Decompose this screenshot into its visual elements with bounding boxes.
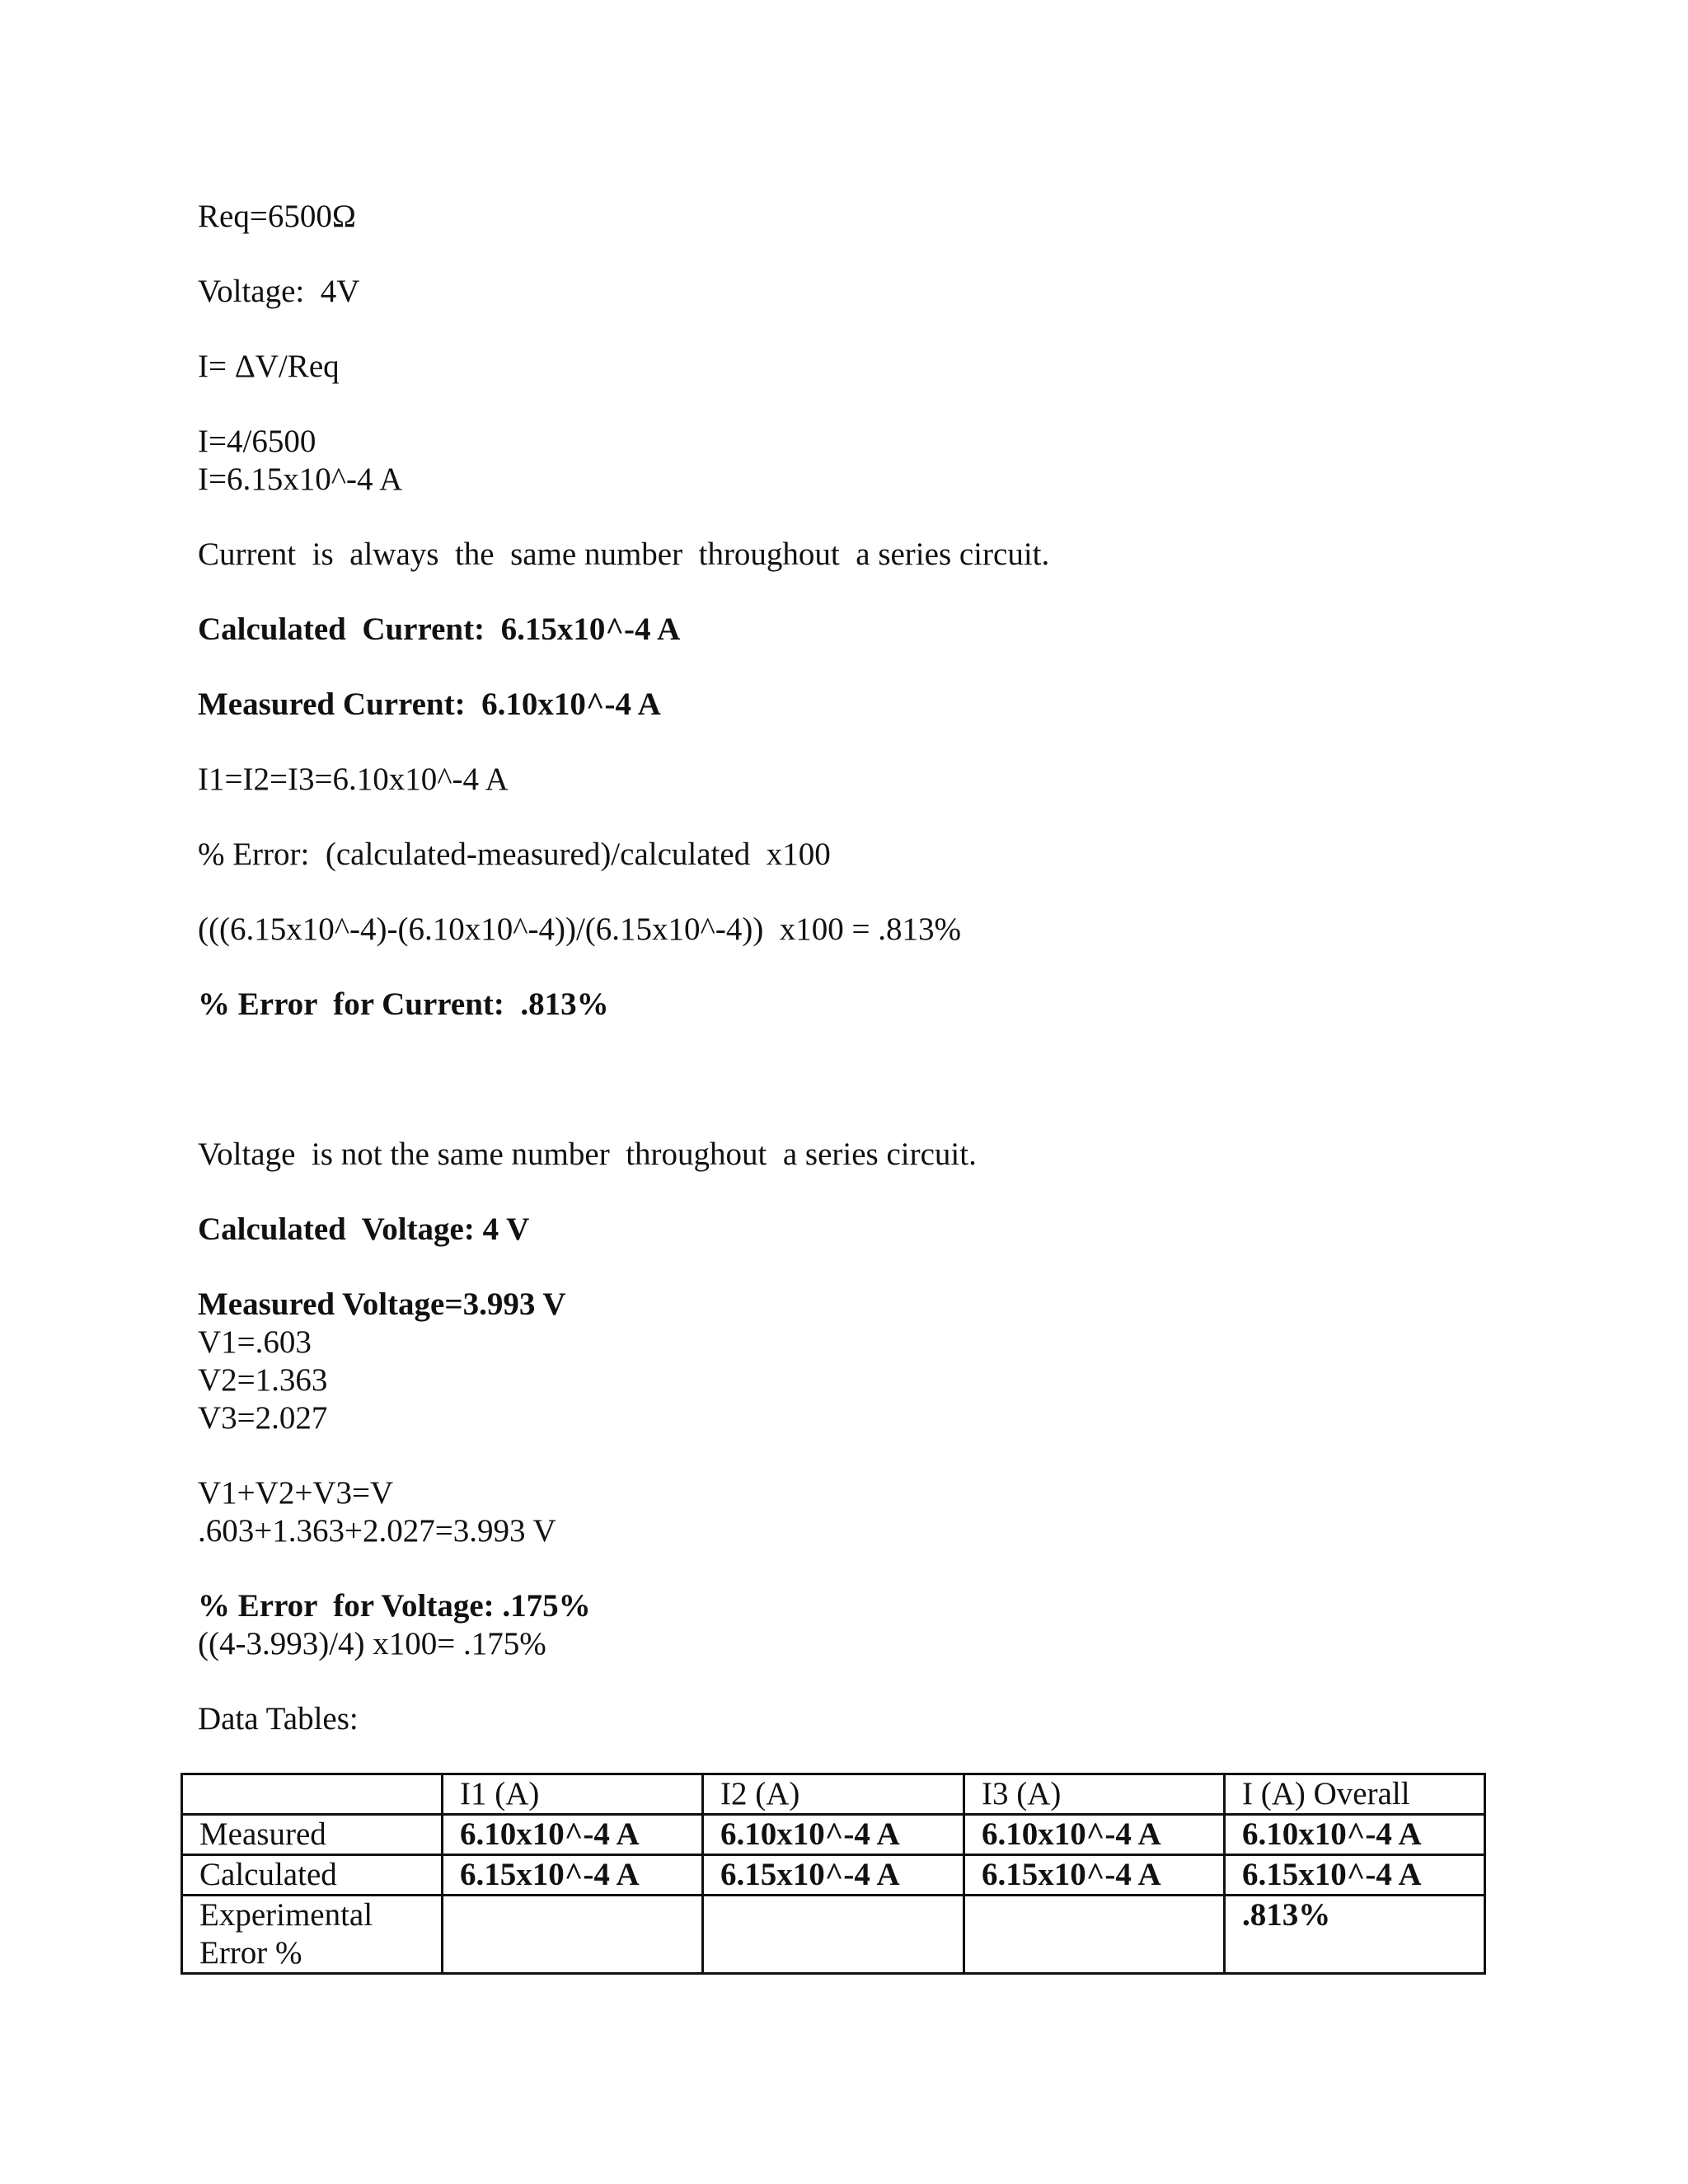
current-division-line: I=4/6500 [198, 424, 316, 459]
error-formula-line: % Error: (calculated-measured)/calculated x100 [198, 837, 831, 872]
table-row-measured [182, 1815, 1485, 1855]
row-label-error: Experimental Error % [182, 1896, 443, 1974]
header-cell-overall: I (A) Overall [1225, 1774, 1485, 1815]
calculated-overall-cell: 6.15x10^-4 A [1225, 1855, 1485, 1896]
row-label-calculated: Calculated [182, 1855, 443, 1896]
header-cell-i2: I2 (A) [703, 1774, 964, 1815]
measured-current-line: Measured Current: 6.10x10^-4 A [198, 687, 661, 722]
voltage-statement-line: Voltage is not the same number throughout a series circuit. [198, 1137, 977, 1172]
current-formula-line: I= ΔV/Req [198, 349, 340, 384]
v3-line: V3=2.027 [198, 1400, 328, 1436]
error-i1-cell [443, 1896, 703, 1974]
calculated-current-line: Calculated Current: 6.15x10^-4 A [198, 612, 681, 647]
measured-i1-cell: 6.10x10^-4 A [443, 1815, 703, 1855]
header-cell-i1: I1 (A) [443, 1774, 703, 1815]
v1-line: V1=.603 [198, 1324, 312, 1360]
req-line: Req=6500Ω [198, 199, 356, 234]
calculated-i1-cell: 6.15x10^-4 A [443, 1855, 703, 1896]
calculated-i3-cell: 6.15x10^-4 A [964, 1855, 1225, 1896]
voltage-line: Voltage: 4V [198, 274, 360, 309]
error-overall-cell: .813% [1225, 1896, 1485, 1974]
header-cell-i3: I3 (A) [964, 1774, 1225, 1815]
header-cell-empty [182, 1774, 443, 1815]
branch-currents-line: I1=I2=I3=6.10x10^-4 A [198, 762, 509, 797]
table-row-calculated [182, 1855, 1485, 1896]
error-i3-cell [964, 1896, 1225, 1974]
table-row-error [182, 1896, 1485, 1974]
measured-overall-cell: 6.10x10^-4 A [1225, 1815, 1485, 1855]
current-error-line: % Error for Current: .813% [198, 987, 609, 1022]
v2-line: V2=1.363 [198, 1362, 328, 1398]
error-calculation-line: (((6.15x10^-4)-(6.10x10^-4))/(6.15x10^-4)) x100 = .813% [198, 912, 962, 947]
row-label-measured: Measured [182, 1815, 443, 1855]
measured-i2-cell: 6.10x10^-4 A [703, 1815, 964, 1855]
table-header-row [182, 1774, 1485, 1815]
voltage-sum-result-line: .603+1.363+2.027=3.993 V [198, 1513, 556, 1549]
voltage-error-calculation-line: ((4-3.993)/4) x100= .175% [198, 1626, 546, 1661]
calculated-i2-cell: 6.15x10^-4 A [703, 1855, 964, 1896]
data-tables-heading: Data Tables: [198, 1701, 359, 1736]
voltage-error-line: % Error for Voltage: .175% [198, 1588, 591, 1624]
data-table [181, 1773, 1486, 1975]
measured-i3-cell: 6.10x10^-4 A [964, 1815, 1225, 1855]
current-statement-line: Current is always the same number throughout a series circuit. [198, 537, 1050, 572]
calculated-voltage-line: Calculated Voltage: 4 V [198, 1212, 530, 1247]
current-result-line: I=6.15x10^-4 A [198, 462, 403, 497]
error-i2-cell [703, 1896, 964, 1974]
measured-voltage-line: Measured Voltage=3.993 V [198, 1286, 566, 1322]
voltage-sum-formula-line: V1+V2+V3=V [198, 1475, 394, 1511]
